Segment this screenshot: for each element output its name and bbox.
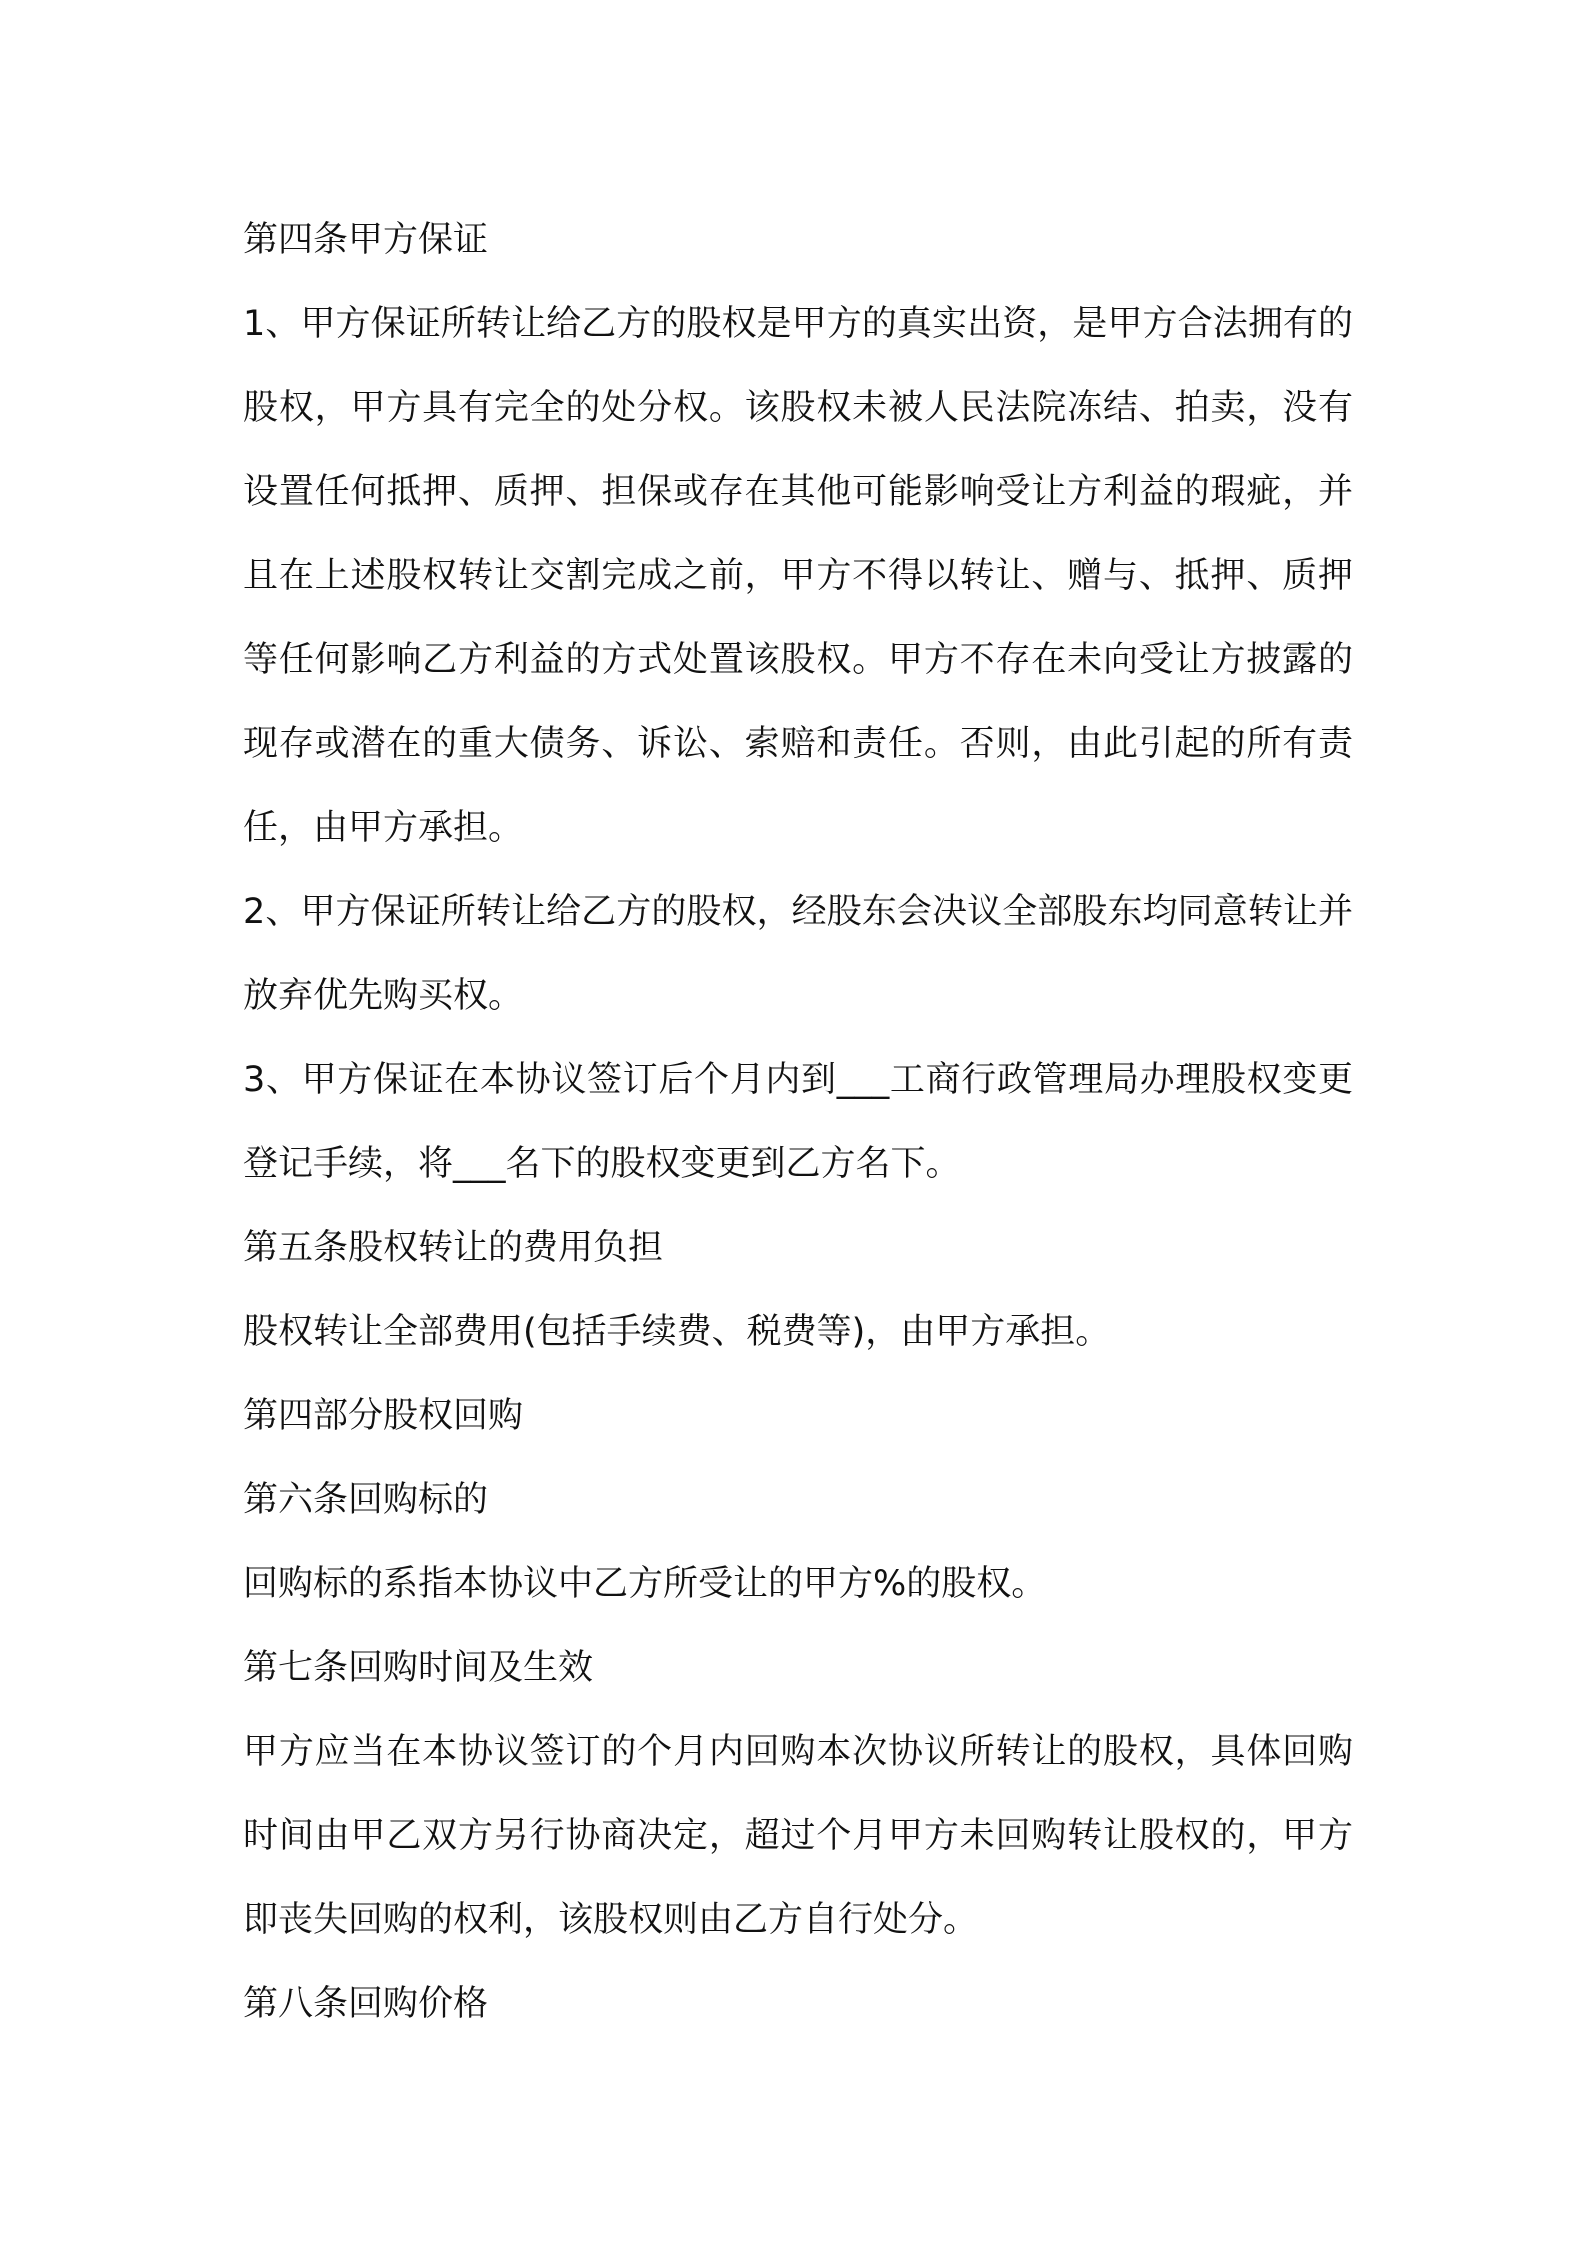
article-6-body: 回购标的系指本协议中乙方所受让的甲方%的股权。 bbox=[243, 1564, 1047, 1604]
article-5-heading: 第五条股权转让的费用负担 bbox=[243, 1228, 664, 1268]
article-8-heading: 第八条回购价格 bbox=[243, 1984, 489, 2024]
part-4-heading: 第四部分股权回购 bbox=[243, 1396, 524, 1436]
document-body bbox=[243, 198, 1353, 2046]
article-5-body: 股权转让全部费用(包括手续费、税费等)，由甲方承担。 bbox=[243, 1312, 1111, 1352]
article-7-heading: 第七条回购时间及生效 bbox=[243, 1648, 594, 1688]
article-4-clause-3: 3、甲方保证在本协议签订后个月内到___工商行政管理局办理股权变更登记手续，将___名下的股权变更到乙方名下。 bbox=[243, 1060, 1353, 1184]
article-7-body: 甲方应当在本协议签订的个月内回购本次协议所转让的股权，具体回购时间由甲乙双方另行协商决定，超过个月甲方未回购转让股权的，甲方即丧失回购的权利，该股权则由乙方自行处分。 bbox=[243, 1732, 1353, 1940]
article-4-clause-1: 1、甲方保证所转让给乙方的股权是甲方的真实出资，是甲方合法拥有的股权，甲方具有完全的处分权。该股权未被人民法院冻结、拍卖，没有设置任何抵押、质押、担保或存在其他可能影响受让方利益的瑕疵，并且在上述股权转让交割完成之前，甲方不得以转让、赠与、抵押、质押等任何影响乙方利益的方式处置该股权。甲方不存在未向受让方披露的现存或潜在的重大债务、诉讼、索赔和责任。否则，由此引起的所有责任，由甲方承担。 bbox=[243, 304, 1353, 848]
article-4-heading: 第四条甲方保证 bbox=[243, 220, 489, 260]
article-6-heading: 第六条回购标的 bbox=[243, 1480, 489, 1520]
article-4-clause-2: 2、甲方保证所转让给乙方的股权，经股东会决议全部股东均同意转让并放弃优先购买权。 bbox=[243, 892, 1353, 1016]
